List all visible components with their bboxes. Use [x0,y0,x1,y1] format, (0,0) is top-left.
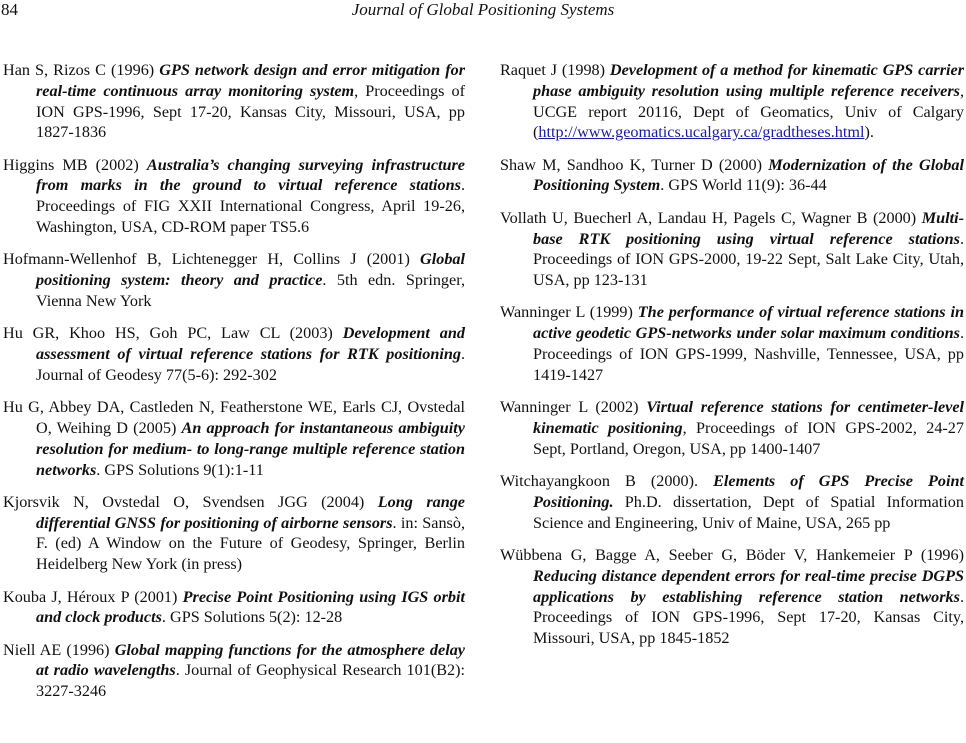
reference-title: Global positioning system: theory and practice [36,250,465,290]
reference-source: . GPS Solutions 5(2): 12-28 [161,608,343,627]
reference-title: Development of a method for kinematic GPS carrier phase ambiguity resolution using multiple reference receivers [533,61,964,100]
reference-source: . Proceedings of ION GPS-1996, Sept 17-20, Kansas City, Missouri, USA, pp 1845-1852 [533,587,964,648]
reference-authors: Higgins MB (2002) [3,155,147,174]
reference-authors: Kjorsvik N, Ovstedal O, Svendsen JGG (2004) [3,492,378,511]
reference-entry [3,587,465,629]
reference-title: Precise Point Positioning using IGS orbit and clock products [36,587,465,627]
reference-title: GPS network design and error mitigation for real-time continuous array monitoring system [36,61,465,100]
references-right-column [500,60,964,660]
reference-authors: Wübbena G, Bagge A, Seeber G, Böder V, Hankemeier P (1996) [500,545,964,564]
reference-title: The performance of virtual reference stations in active geodetic GPS-networks under solar maximum conditions [533,303,965,343]
reference-authors: Witchayangkoon B (2000). [500,472,714,491]
page-number: 84 [1,0,18,19]
reference-source: , UCGE report 20116, Dept of Geomatics, Univ of Calgary ( [533,81,964,142]
references-left-column [3,60,465,714]
page-header [0,0,966,24]
reference-source: . Proceedings of ION GPS-2000, 19-22 Sept, Salt Lake City, Utah, USA, pp 123-131 [533,229,964,290]
reference-entry [3,249,465,311]
reference-source: , Proceedings of ION GPS-1996, Sept 17-20, Kansas City, Missouri, USA, pp 1827-1836 [36,81,465,142]
reference-title: Long range differential GNSS for positioning of airborne sensors [36,492,465,532]
reference-title: Global mapping functions for the atmosphere delay at radio wavelengths [36,640,465,680]
reference-url-link[interactable]: http://www.geomatics.ucalgary.ca/gradtheses.html [538,123,865,142]
reference-entry [3,155,465,238]
reference-source: . Proceedings of FIG XXII International Congress, April 19-26, Washington, USA, CD-ROM paper TS5.6 [36,176,465,237]
reference-title: Virtual reference stations for centimeter-level kinematic positioning [533,398,964,437]
reference-source: . Proceedings of ION GPS-1999, Nashville, Tennessee, USA, pp 1419-1427 [533,324,964,384]
reference-source: . GPS Solutions 9(1):1-11 [96,460,264,479]
reference-source: , Proceedings of ION GPS-2002, 24-27 Sept, Portland, Oregon, USA, pp 1400-1407 [533,418,964,458]
reference-entry [3,492,465,575]
reference-entry [500,302,964,385]
reference-entry [500,397,964,459]
reference-source: . Journal of Geophysical Research 101(B2): 3227-3246 [36,661,465,701]
journal-title: Journal of Global Positioning Systems [351,0,615,19]
reference-source-end: ). [864,123,874,142]
reference-title: Australia’s changing surveying infrastructure from marks in the ground to virtual reference stations [36,155,465,195]
reference-authors: Wanninger L (1999) [500,303,638,322]
reference-authors: Hofmann-Wellenhof B, Lichtenegger H, Collins J (2001) [3,250,421,269]
reference-authors: Vollath U, Buecherl A, Landau H, Pagels C, Wagner B (2000) [500,208,922,227]
reference-entry [500,60,964,143]
reference-title: An approach for instantaneous ambiguity resolution for medium- to long-range multiple reference station networks [36,418,465,479]
reference-source: . in: Sansò, F. (ed) A Window on the Future of Geodesy, Springer, Berlin Heidelberg New York (in press) [36,513,465,574]
reference-title: Reducing distance dependent errors for real-time precise DGPS applications by establishing reference station networks [533,566,964,606]
reference-authors: Shaw M, Sandhoo K, Turner D (2000) [500,155,769,174]
reference-authors: Wanninger L (2002) [500,398,647,417]
reference-entry [500,545,964,649]
reference-title: Elements of GPS Precise Point Positioning. [533,472,965,511]
reference-entry [3,60,465,143]
reference-source: . 5th edn. Springer, Vienna New York [36,271,465,310]
reference-title: Multi-base RTK positioning using virtual reference stations [533,208,964,248]
reference-authors: Hu GR, Khoo HS, Goh PC, Law CL (2003) [3,324,343,343]
reference-authors: Niell AE (1996) [3,640,115,659]
reference-source: . GPS World 11(9): 36-44 [660,176,827,195]
reference-entry [500,155,964,197]
reference-title: Modernization of the Global Positioning System [533,155,964,195]
reference-authors: Kouba J, Héroux P (2001) [3,587,183,606]
reference-entry [3,640,465,702]
reference-entry [500,471,964,533]
reference-source: . Journal of Geodesy 77(5-6): 292-302 [36,345,465,384]
reference-entry [500,208,964,291]
reference-entry [3,397,465,480]
reference-entry [3,323,465,385]
reference-authors: Hu G, Abbey DA, Castleden N, Featherstone WE, Earls CJ, Ovstedal O, Weihing D (2005) [3,398,465,437]
reference-source: Ph.D. dissertation, Dept of Spatial Information Science and Engineering, Univ of Maine, USA, 265 pp [533,492,964,532]
reference-title: Development and assessment of virtual reference stations for RTK positioning [36,324,465,364]
reference-authors: Raquet J (1998) [500,61,610,79]
reference-authors: Han S, Rizos C (1996) [3,61,160,79]
